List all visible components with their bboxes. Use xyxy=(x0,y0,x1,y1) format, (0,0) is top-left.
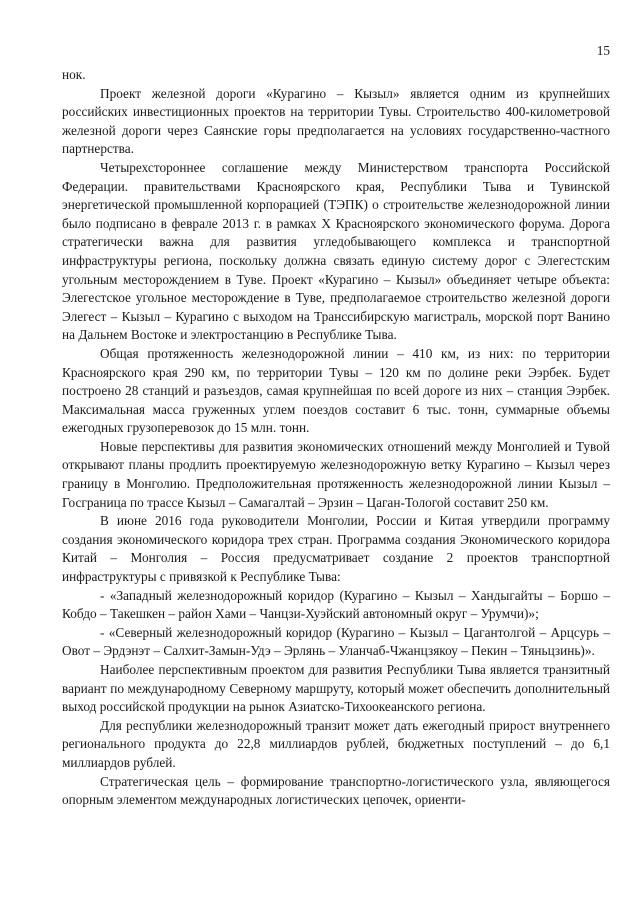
body-text xyxy=(62,66,610,810)
paragraph-project-kuragino-kyzyl: Проект железной дороги «Курагино – Кызыл» является одним из крупнейших российских инвестиционных проектов на территории Тувы. Строительство 400-километровой железной дороги через Саянские горы предполагается на условиях государственно-частного партнерства. xyxy=(62,85,610,157)
list-item-northern-corridor: - «Северный железнодорожный коридор (Курагино – Кызыл – Цагантолгой – Арцсурь – Овот – Эрдэнэт – Салхит-Замын-Удэ – Эрлянь – Уланчаб-Чжанцзякоу – Пекин – Тяньцзинь)». xyxy=(62,624,610,659)
paragraph-four-party-agreement: Четырехстороннее соглашение между Министерством транспорта Российской Федерации. правительствами Красноярского края, Республики Тыва и Тувинской энергетической промышленной корпорацией (ТЭПК) о строительстве железнодорожной линии было подписано в феврале 2013 г. в рамках X Красноярского экономического форума. Дорога стратегически важна для развития угледобывающего комплекса и транспортной инфраструктуры региона, поскольку должна связать единую систему дорог с Элегестским угольным месторождением в Туве. Проект «Курагино – Кызыл» объединяет четыре объекта: Элегестское угольное месторождение в Туве, предполагаемое строительство железной дороги Элегест – Кызыл – Курагино с выходом на Транссибирскую магистраль, морской порт Ванино на Дальнем Востоке и электростанцию в Республике Тыва. xyxy=(62,159,610,343)
paragraph-economic-corridor: В июне 2016 года руководители Монголии, России и Китая утвердили программу создания экономического коридора трех стран. Программа создания Экономического коридора Китай – Монголия – Россия предусматривает создание 2 проектов транспортной инфраструктуры с привязкой к Республике Тыва: xyxy=(62,513,610,585)
paragraph-transit-variant: Наиболее перспективным проектом для развития Республики Тыва является транзитный вариант по международному Северному маршруту, который может обеспечить дополнительный выход российской продукции на рынок Азиатско-Тихоокеанского региона. xyxy=(62,662,610,715)
paragraph-mongolia-prospects: Новые перспективы для развития экономических отношений между Монголией и Тувой открывают планы продлить проектируемую железнодорожную ветку Курагино – Кызыл через границу в Монголию. Предположительная протяженность железнодорожной линии Кызыл – Госграница по трассе Кызыл – Самагалтай – Эрзин – Цаган-Тологой составит 250 км. xyxy=(62,438,610,510)
list-item-western-corridor: - «Западный железнодорожный коридор (Курагино – Кызыл – Хандыгайты – Боршо – Кобдо – Такешкен – район Хами – Чанцзи-Хуэйский автономный округ – Урумчи)»; xyxy=(62,587,610,622)
paragraph-line-length: Общая протяженность железнодорожной линии – 410 км, из них: по территории Красноярского края 290 км, по территории Тувы – 120 км по долине реки Ээрбек. Будет построено 28 станций и разъездов, самая крупнейшая по всей дороге из них – станция Ээрбек. Максимальная масса груженных углем поездов составит 6 тыс. тонн, суммарные объемы ежегодных грузоперевозок до 15 млн. тонн. xyxy=(62,345,610,436)
paragraph-transit-benefits: Для республики железнодорожный транзит может дать ежегодный прирост внутреннего регионального продукта до 22,8 миллиардов рублей, бюджетных поступлений – до 6,1 миллиардов рублей. xyxy=(62,717,610,770)
page-number: 15 xyxy=(596,43,610,58)
paragraph-continuation: нок. xyxy=(62,67,86,82)
paragraph-strategic-goal: Стратегическая цель – формирование транспортно-логистического узла, являющегося опорным элементом международных логистических цепочек, ориенти- xyxy=(62,773,610,808)
